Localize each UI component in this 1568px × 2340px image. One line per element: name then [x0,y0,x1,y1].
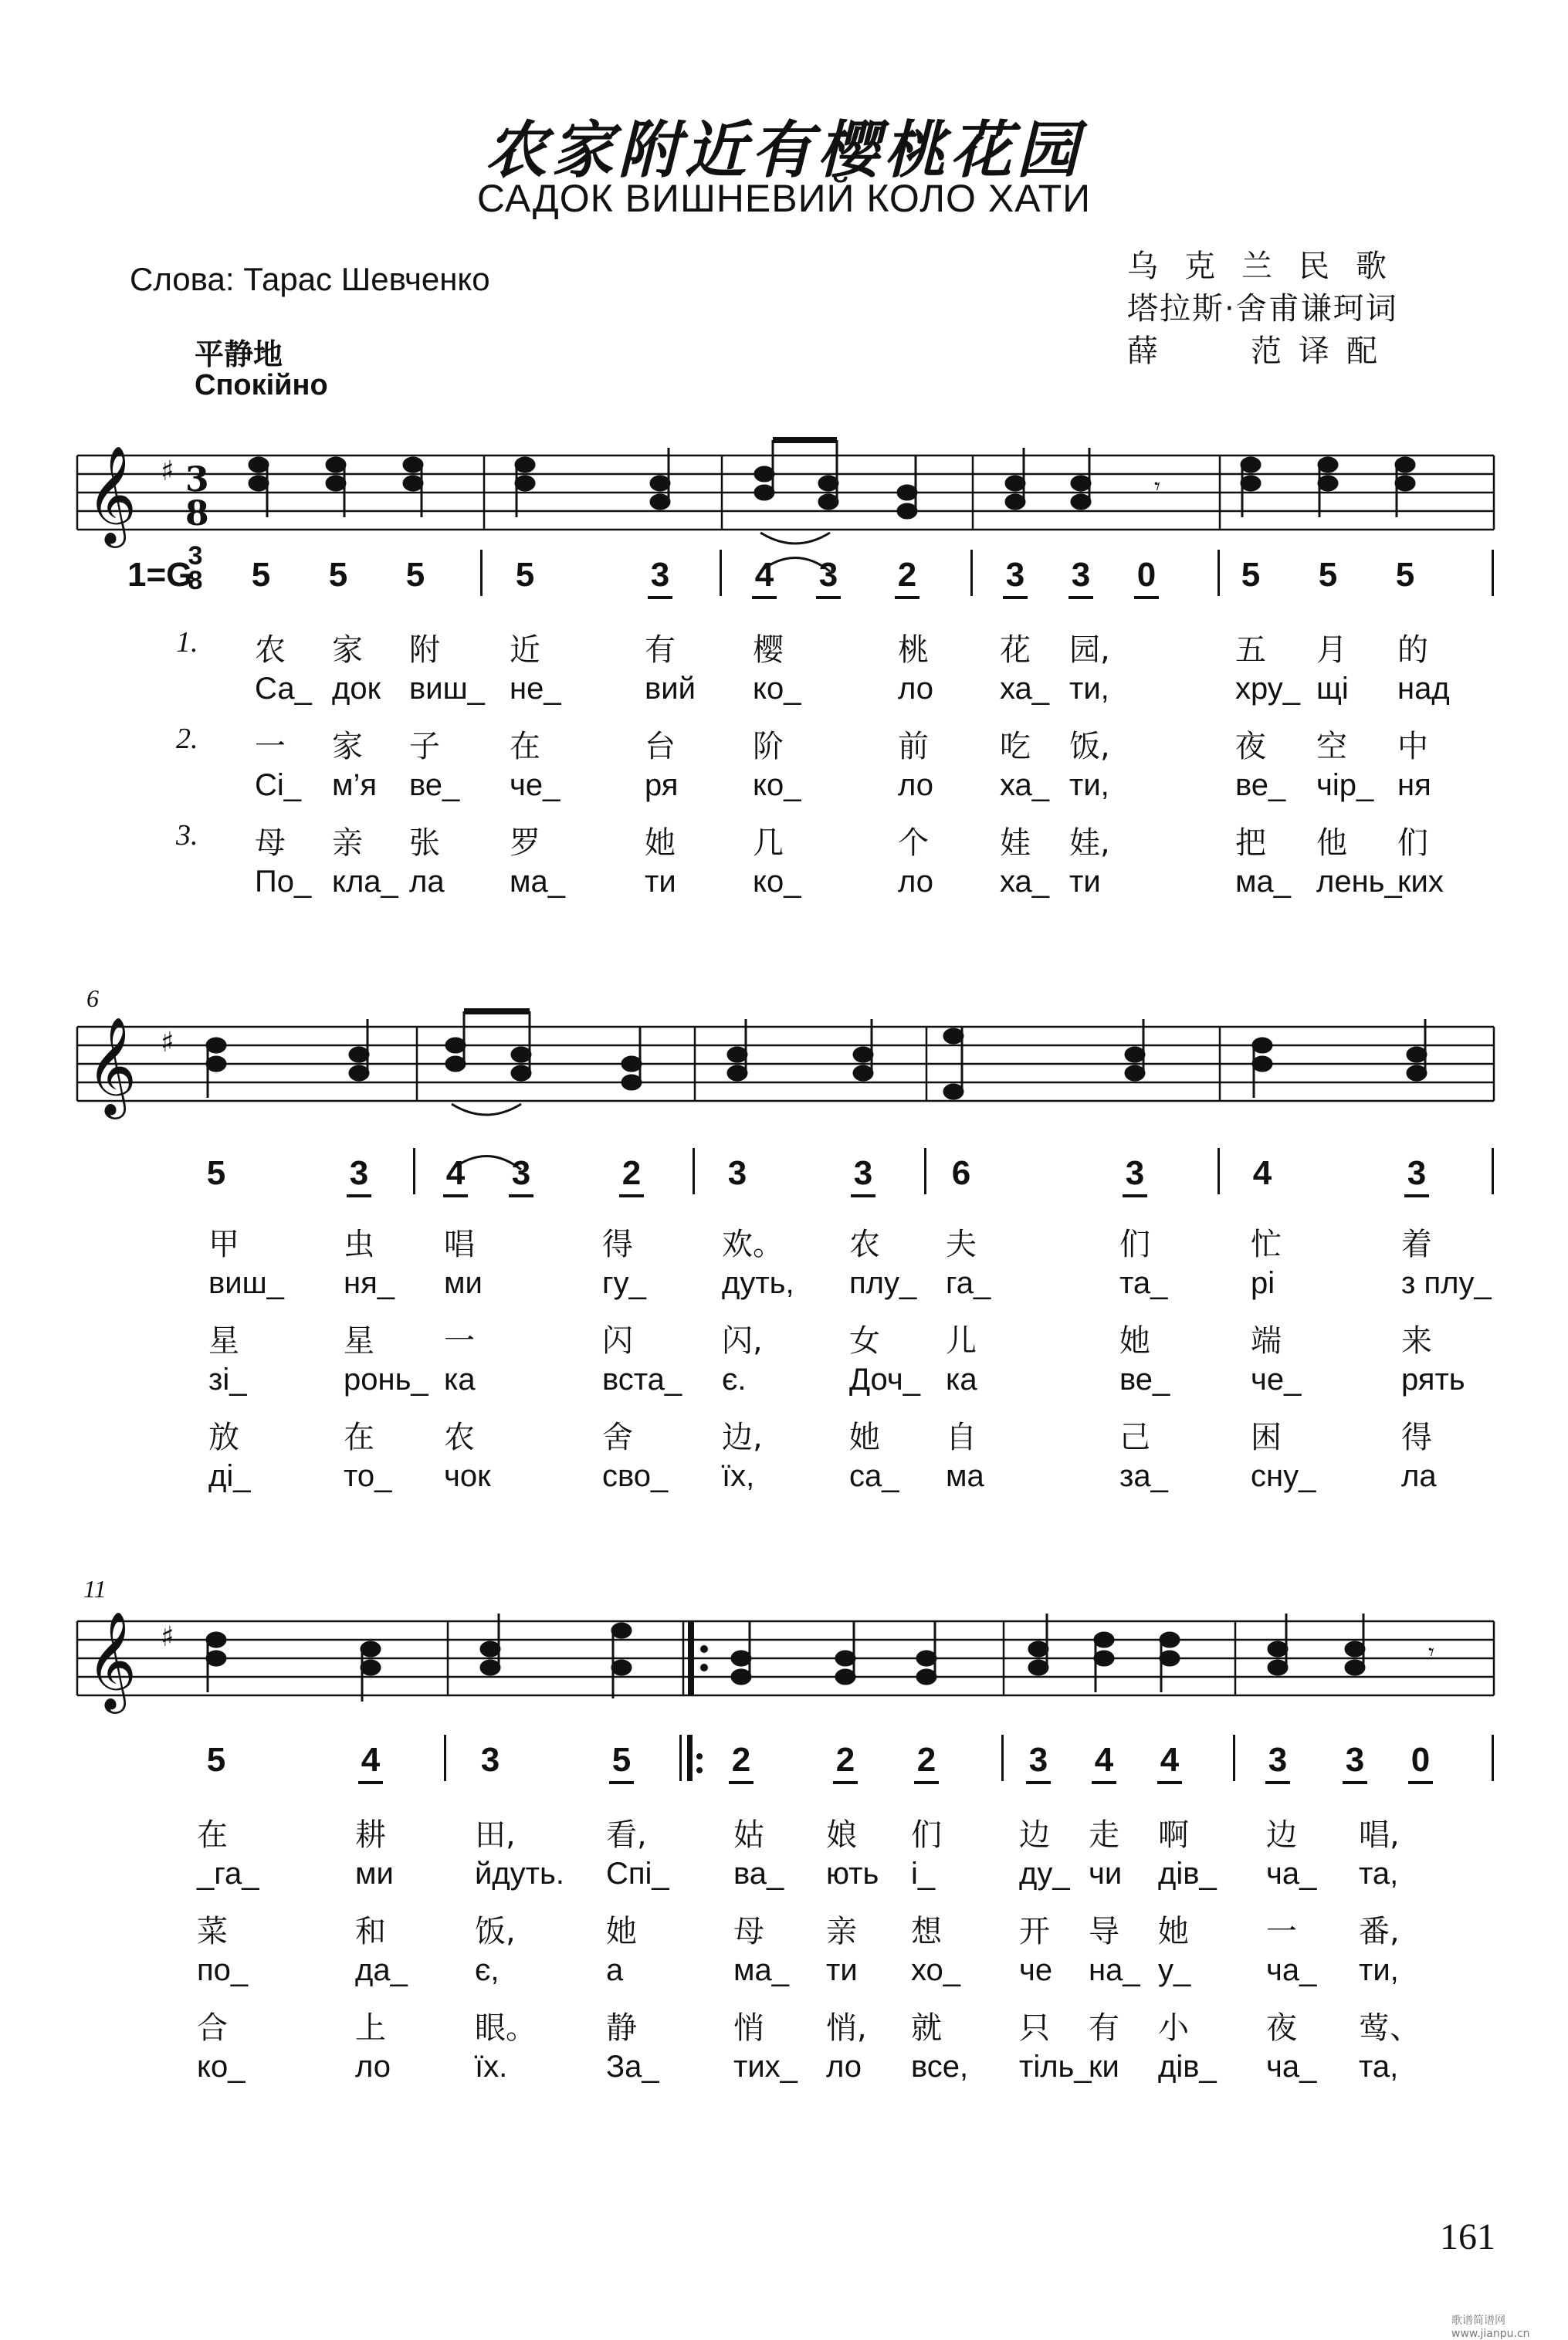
lyric-syllable-chinese: 亲 [332,825,363,861]
lyric-syllable-chinese: 们 [1119,1227,1150,1262]
lyric-syllable-ukrainian: ти [645,865,676,899]
lyric-syllable-ukrainian: ло [826,2050,862,2084]
lyric-syllable-ukrainian: ка [444,1363,476,1397]
lyric-syllable-ukrainian: ких [1397,865,1444,899]
lyric-syllable-chinese: 只 [1019,2010,1050,2046]
lyric-syllable-chinese: 罗 [510,825,540,861]
lyric-syllable-chinese: 看, [606,1817,647,1853]
lyric-syllable-ukrainian: та, [1359,2050,1399,2084]
lyric-syllable-chinese: 悄 [733,2010,764,2046]
lyric-syllable-chinese: 阶 [753,729,784,764]
lyric-syllable-ukrainian: ма_ [733,1953,789,1987]
jianpu-slur-1 [0,540,1568,587]
lyric-syllable-chinese: 母 [733,1914,764,1949]
lyric-syllable-chinese: 番, [1359,1914,1400,1949]
lyric-syllable-chinese: 边, [722,1420,763,1455]
lyric-syllable-ukrainian: ха_ [1000,768,1050,802]
key-signature: 1=G [127,556,193,594]
lyric-syllable-ukrainian: тіль_ [1019,2050,1092,2084]
lyric-syllable-chinese: 小 [1158,2010,1189,2046]
lyric-syllable-chinese: 饭, [475,1914,516,1949]
lyric-syllable-chinese: 虫 [344,1227,374,1262]
jianpu-note: 4 [1154,1741,1185,1780]
measure-number-11: 11 [83,1575,107,1603]
lyric-syllable-chinese: 莺、 [1359,2010,1421,2046]
lyric-syllable-ukrainian: са_ [849,1459,899,1493]
lyric-syllable-ukrainian: їх. [475,2050,508,2084]
lyric-syllable-ukrainian: не_ [510,672,561,706]
lyric-syllable-ukrainian: Доч_ [849,1363,920,1397]
lyric-syllable-chinese: 星 [344,1323,374,1359]
treble-clef: 𝄞 [86,445,137,544]
lyric-syllable-chinese: 自 [946,1420,977,1455]
lyric-syllable-ukrainian: ча_ [1266,1857,1317,1891]
lyric-syllable-chinese: 附 [409,632,440,668]
footer-watermark: 歌谱简谱网 www.jianpu.cn [1451,2315,1530,2340]
lyric-syllable-chinese: 夜 [1266,2010,1297,2046]
jianpu-note: 3 [344,1154,374,1193]
jianpu-note: 5 [1395,556,1415,594]
lyric-syllable-ukrainian: да_ [355,1953,408,1987]
staff-system-3 [0,1583,1568,1737]
lyric-syllable-ukrainian: хо_ [911,1953,961,1987]
jianpu-note: 2 [892,556,923,594]
lyric-syllable-ukrainian: м’я [332,768,378,802]
verse-number: 3. [176,819,198,852]
lyric-syllable-ukrainian: ка [946,1363,977,1397]
lyric-syllable-chinese: 边 [1266,1817,1297,1853]
lyric-syllable-chinese: 中 [1397,729,1428,764]
lyric-syllable-chinese: 边 [1019,1817,1050,1853]
lyric-syllable-ukrainian: ня [1397,768,1431,802]
lyric-syllable-ukrainian: ти, [1069,672,1109,706]
jianpu-note: 3 [1000,556,1031,594]
jianpu-note: 3 [1339,1741,1370,1780]
lyric-syllable-chinese: 吃 [1000,729,1031,764]
lyric-syllable-ukrainian: _га_ [197,1857,259,1891]
lyric-syllable-ukrainian: ве_ [1235,768,1286,802]
jianpu-note: 3 [1065,556,1096,594]
jianpu-line-3 [0,1741,1568,1787]
lyric-syllable-ukrainian: їх, [722,1459,755,1493]
lyric-syllable-ukrainian: ва_ [733,1857,784,1891]
lyric-syllable-ukrainian: га_ [946,1266,991,1300]
lyric-syllable-ukrainian: тих_ [733,2050,798,2084]
lyric-syllable-chinese: 有 [645,632,676,668]
lyric-syllable-ukrainian: над [1397,672,1450,706]
lyric-syllable-ukrainian: на_ [1089,1953,1140,1987]
lyric-syllable-ukrainian: ти, [1069,768,1109,802]
staff-system-2 [0,988,1568,1143]
lyric-syllable-ukrainian: ня_ [344,1266,395,1300]
lyric-syllable-ukrainian: ча_ [1266,2050,1317,2084]
jianpu-note: 5 [606,1741,637,1780]
lyric-syllable-ukrainian: Са_ [255,672,312,706]
lyric-syllable-chinese: 在 [197,1817,228,1853]
lyric-syllable-chinese: 静 [606,2010,637,2046]
lyric-syllable-ukrainian: че_ [1251,1363,1302,1397]
lyric-syllable-chinese: 姑 [733,1817,764,1853]
lyric-syllable-chinese: 桃 [898,632,929,668]
lyric-syllable-ukrainian: ма [946,1459,984,1493]
lyric-syllable-chinese: 一 [1266,1914,1297,1949]
lyric-syllable-chinese: 夜 [1235,729,1266,764]
lyric-syllable-ukrainian: ді_ [208,1459,251,1493]
lyric-syllable-ukrainian: йдуть. [475,1857,564,1891]
lyric-syllable-chinese: 空 [1316,729,1347,764]
jianpu-note: 5 [515,556,535,594]
lyric-syllable-ukrainian: сну_ [1251,1459,1316,1493]
lyric-syllable-chinese: 前 [898,729,929,764]
lyric-syllable-chinese: 己 [1119,1420,1150,1455]
lyric-syllable-ukrainian: лень_ [1316,865,1402,899]
lyric-syllable-ukrainian: сво_ [602,1459,669,1493]
lyric-syllable-ukrainian: ве_ [1119,1363,1170,1397]
lyric-syllable-chinese: 在 [344,1420,374,1455]
lyric-syllable-ukrainian: рять [1401,1363,1465,1397]
svg-text:♯: ♯ [161,1621,174,1653]
lyric-syllable-ukrainian: чір_ [1316,768,1374,802]
lyric-syllable-chinese: 农 [255,632,286,668]
lyric-syllable-chinese: 娃, [1069,825,1110,861]
lyric-syllable-ukrainian: Сі_ [255,768,302,802]
lyric-syllable-chinese: 台 [645,729,676,764]
lyric-syllable-chinese: 欢。 [722,1227,784,1262]
lyric-syllable-chinese: 亲 [826,1914,857,1949]
jianpu-note: 5 [251,556,271,594]
song-title-ukrainian: САДОК ВИШНЕВИЙ КОЛО ХАТИ [476,177,1092,220]
lyric-syllable-ukrainian: По_ [255,865,312,899]
lyric-syllable-chinese: 一 [255,729,286,764]
lyric-syllable-ukrainian: ко_ [753,672,801,706]
lyric-syllable-ukrainian: ми [355,1857,394,1891]
jianpu-note: 3 [506,1154,537,1193]
lyric-syllable-chinese: 园, [1069,632,1110,668]
translator-surname: 薛 [1127,334,1158,369]
svg-text:𝄞: 𝄞 [86,1610,137,1709]
lyric-syllable-chinese: 张 [409,825,440,861]
notes-system-1 [249,440,1414,518]
lyric-syllable-ukrainian: ха_ [1000,672,1050,706]
lyric-syllable-ukrainian: чок [444,1459,491,1493]
lyric-syllable-ukrainian: ко_ [197,2050,246,2084]
jianpu-note: 0 [1131,556,1162,594]
lyric-syllable-ukrainian: че_ [510,768,560,802]
translator-name: 范译配 [1251,334,1394,369]
lyric-syllable-ukrainian: ми [444,1266,483,1300]
jianpu-note: 3 [727,1154,747,1192]
lyric-syllable-chinese: 夫 [946,1227,977,1262]
lyric-syllable-ukrainian: ла [1401,1459,1437,1493]
lyric-syllable-ukrainian: а [606,1953,624,1987]
lyric-syllable-chinese: 得 [602,1227,633,1262]
lyric-syllable-chinese: 娘 [826,1817,857,1853]
lyric-syllable-chinese: 月 [1316,632,1347,668]
jianpu-note: 5 [206,1154,226,1192]
lyric-syllable-chinese: 闪, [722,1323,763,1359]
lyric-syllable-chinese: 把 [1235,825,1266,861]
lyric-syllable-chinese: 饭, [1069,729,1110,764]
lyric-syllable-ukrainian: виш_ [409,672,485,706]
lyric-syllable-chinese: 她 [645,825,676,861]
jianpu-note: 3 [1262,1741,1293,1780]
lyric-syllable-ukrainian: ря [645,768,679,802]
lyric-syllable-chinese: 家 [332,729,363,764]
time-signature-numerals: 3 8 [188,541,203,595]
lyric-syllable-chinese: 她 [849,1420,880,1455]
jianpu-note: 5 [206,1741,226,1779]
jianpu-note: 4 [440,1154,471,1193]
lyric-syllable-chinese: 和 [355,1914,386,1949]
jianpu-note: 3 [1119,1154,1150,1193]
lyric-syllable-ukrainian: зі_ [208,1363,247,1397]
lyric-syllable-ukrainian: ха_ [1000,865,1050,899]
jianpu-note: 3 [848,1154,879,1193]
lyric-syllable-chinese: 家 [332,632,363,668]
lyric-syllable-chinese: 几 [753,825,784,861]
jianpu-note: 4 [355,1741,386,1780]
tempo-marking-chinese: 平静地 [195,337,283,371]
jianpu-note: 3 [1401,1154,1432,1193]
lyric-syllable-ukrainian: плу_ [849,1266,917,1300]
lyric-syllable-ukrainian: то_ [344,1459,392,1493]
lyric-syllable-chinese: 菜 [197,1914,228,1949]
sharp-sign: ♯ [161,455,174,487]
verse-number: 2. [176,723,198,755]
lyric-syllable-ukrainian: за_ [1119,1459,1168,1493]
jianpu-note: 3 [645,556,676,594]
jianpu-note: 5 [328,556,348,594]
lyric-syllable-ukrainian: ки [1089,2050,1119,2084]
lyric-syllable-ukrainian: ла [409,865,445,899]
lyric-syllable-ukrainian: ве_ [409,768,460,802]
lyric-syllable-ukrainian: у_ [1158,1953,1191,1987]
lyric-syllable-chinese: 近 [510,632,540,668]
lyric-syllable-chinese: 的 [1397,632,1428,668]
lyric-syllable-ukrainian: є. [722,1363,747,1397]
jianpu-note: 2 [726,1741,757,1780]
lyric-syllable-ukrainian: та, [1359,1857,1399,1891]
svg-text:𝄾: 𝄾 [1154,473,1160,500]
lyric-syllable-chinese: 来 [1401,1323,1432,1359]
lyric-syllable-chinese: 上 [355,2010,386,2046]
lyric-syllable-ukrainian: все, [911,2050,969,2084]
lyric-syllable-chinese: 田, [475,1817,516,1853]
lyric-syllable-chinese: 就 [911,2010,942,2046]
lyric-syllable-chinese: 樱 [753,632,784,668]
lyric-syllable-chinese: 农 [444,1420,475,1455]
lyric-syllable-chinese: 五 [1235,632,1266,668]
lyric-syllable-ukrainian: вста_ [602,1363,682,1397]
lyric-syllable-ukrainian: рі [1251,1266,1275,1300]
lyric-syllable-chinese: 儿 [946,1323,977,1359]
jianpu-note: 0 [1405,1741,1436,1780]
lyric-syllable-ukrainian: з плу_ [1401,1266,1492,1300]
lyric-syllable-ukrainian: хру_ [1235,672,1301,706]
lyric-syllable-ukrainian: ти [1069,865,1101,899]
lyric-syllable-ukrainian: щі [1316,672,1349,706]
lyric-syllable-ukrainian: док [332,672,381,706]
lyric-syllable-ukrainian: ко_ [753,768,801,802]
lyric-syllable-chinese: 耕 [355,1817,386,1853]
lyric-syllable-ukrainian: дів_ [1158,1857,1217,1891]
page-number: 161 [1440,2216,1495,2257]
svg-text:𝄾: 𝄾 [1428,1639,1434,1666]
lyric-syllable-ukrainian: ма_ [510,865,565,899]
lyric-syllable-ukrainian: че [1019,1953,1053,1987]
lyric-syllable-ukrainian: ло [898,865,934,899]
lyric-syllable-ukrainian: ронь_ [344,1363,428,1397]
lyric-syllable-chinese: 她 [1158,1914,1189,1949]
lyric-syllable-chinese: 着 [1401,1227,1432,1262]
lyric-syllable-ukrainian: і_ [911,1857,936,1891]
lyric-syllable-chinese: 开 [1019,1914,1050,1949]
lyricist-label: Слова: Тарас Шевченко [130,261,490,297]
time-signature: 3 [185,460,209,499]
jianpu-note: 4 [1252,1154,1272,1192]
svg-text:8: 8 [185,494,209,533]
words-credit: 塔拉斯·舍甫谦珂词 [1127,291,1398,327]
lyric-syllable-chinese: 合 [197,2010,228,2046]
lyric-syllable-chinese: 们 [1397,825,1428,861]
lyric-syllable-ukrainian: Спі_ [606,1857,669,1891]
lyric-syllable-ukrainian: ко_ [753,865,801,899]
lyric-syllable-ukrainian: ло [898,672,934,706]
lyric-syllable-chinese: 眼。 [475,2010,537,2046]
lyric-syllable-chinese: 导 [1089,1914,1119,1949]
lyric-syllable-chinese: 啊 [1158,1817,1189,1853]
jianpu-note: 2 [830,1741,861,1780]
lyric-syllable-chinese: 放 [208,1420,239,1455]
lyric-syllable-chinese: 她 [1119,1323,1150,1359]
lyric-syllable-ukrainian: дуть, [722,1266,794,1300]
lyric-syllable-chinese: 花 [1000,632,1031,668]
lyric-syllable-ukrainian: є, [475,1953,500,1987]
lyric-syllable-ukrainian: ду_ [1019,1857,1070,1891]
lyric-syllable-chinese: 唱, [1359,1817,1400,1853]
lyric-syllable-ukrainian: дів_ [1158,2050,1217,2084]
translator-credit [1127,327,1394,371]
lyric-syllable-chinese: 闪 [602,1323,633,1359]
jianpu-note: 4 [749,556,780,594]
lyric-syllable-chinese: 端 [1251,1323,1282,1359]
jianpu-note: 3 [813,556,844,594]
lyric-syllable-chinese: 个 [898,825,929,861]
lyric-syllable-chinese: 一 [444,1323,475,1359]
origin-credit: 乌克兰民歌 [1127,249,1413,284]
lyric-syllable-ukrainian: по_ [197,1953,249,1987]
jianpu-note: 2 [616,1154,647,1193]
lyric-syllable-chinese: 在 [510,729,540,764]
lyric-syllable-chinese: 忙 [1251,1227,1282,1262]
jianpu-note: 3 [480,1741,500,1779]
verse-number: 1. [176,626,198,659]
lyric-syllable-ukrainian: ло [355,2050,391,2084]
lyric-syllable-ukrainian: ча_ [1266,1953,1317,1987]
measure-number-6: 6 [86,984,99,1012]
jianpu-note: 3 [1023,1741,1054,1780]
lyric-syllable-ukrainian: ти [826,1953,858,1987]
jianpu-note: 2 [911,1741,942,1780]
lyric-syllable-chinese: 星 [208,1323,239,1359]
jianpu-note: 4 [1089,1741,1119,1780]
lyric-syllable-ukrainian: ти, [1359,1953,1399,1987]
lyric-syllable-chinese: 走 [1089,1817,1119,1853]
song-title-chinese: 农家附近有樱桃花园 [485,113,1083,186]
tempo-marking-ukrainian: Спокійно [195,369,328,401]
jianpu-note: 6 [951,1154,971,1192]
lyric-syllable-chinese: 她 [606,1914,637,1949]
lyric-syllable-chinese: 农 [849,1227,880,1262]
lyric-syllable-chinese: 娃 [1000,825,1031,861]
lyric-syllable-chinese: 舍 [602,1420,633,1455]
lyric-syllable-chinese: 困 [1251,1420,1282,1455]
jianpu-note: 5 [1318,556,1338,594]
lyric-syllable-ukrainian: гу_ [602,1266,646,1300]
lyric-syllable-ukrainian: ють [826,1857,879,1891]
lyric-syllable-chinese: 想 [911,1914,942,1949]
lyric-syllable-chinese: 得 [1401,1420,1432,1455]
lyric-syllable-ukrainian: ма_ [1235,865,1291,899]
lyric-syllable-chinese: 女 [849,1323,880,1359]
lyric-syllable-ukrainian: чи [1089,1857,1123,1891]
jianpu-slur-2 [0,1139,1568,1185]
lyric-syllable-chinese: 有 [1089,2010,1119,2046]
lyric-syllable-ukrainian: вий [645,672,696,706]
lyric-syllable-chinese: 们 [911,1817,942,1853]
lyric-syllable-ukrainian: кла_ [332,865,398,899]
lyric-syllable-chinese: 悄, [826,2010,867,2046]
jianpu-note: 5 [405,556,425,594]
lyric-syllable-ukrainian: За_ [606,2050,659,2084]
lyric-syllable-chinese: 甲 [208,1227,239,1262]
svg-text:♯: ♯ [161,1027,174,1058]
lyric-syllable-chinese: 母 [255,825,286,861]
lyric-syllable-chinese: 唱 [444,1227,475,1262]
jianpu-note: 5 [1241,556,1261,594]
lyric-syllable-chinese: 他 [1316,825,1347,861]
lyric-syllable-ukrainian: ло [898,768,934,802]
lyric-syllable-ukrainian: та_ [1119,1266,1168,1300]
lyric-syllable-ukrainian: виш_ [208,1266,284,1300]
svg-text:𝄞: 𝄞 [86,1016,137,1115]
lyric-syllable-chinese: 子 [409,729,440,764]
